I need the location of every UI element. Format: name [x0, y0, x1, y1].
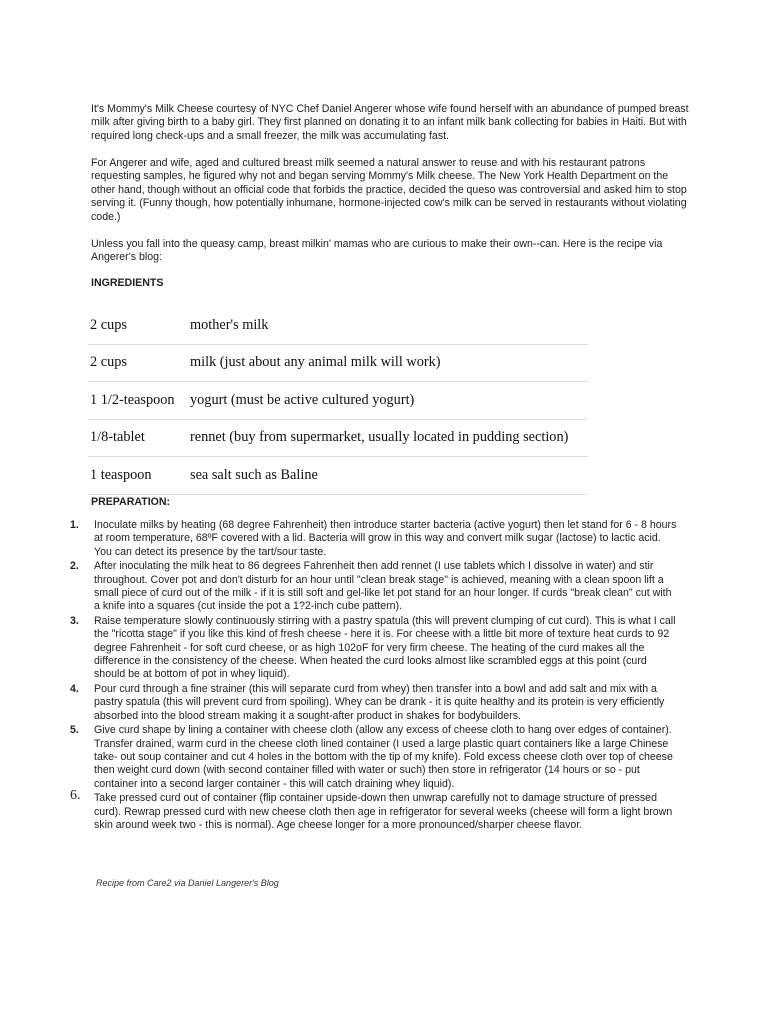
recipe-credit: Recipe from Care2 via Daniel Langerer's Blog	[96, 878, 279, 888]
ingredient-qty: 1 teaspoon	[88, 457, 188, 495]
table-row	[88, 307, 588, 344]
step-text: Give curd shape by lining a container with cheese cloth (allow any excess of cheese cloth to hang over edges of container). Transfer drained, warm curd in the cheese cloth lined container (I used a large plastic quart containers like a large Chinese take- out soup container and cut 4 holes in the bottom with the tip of my knife). Fold excess cheese cloth over top of cheese then weight curd down (with second container filled with water or such) then store in refrigerator (14 hours or so - put container into a second larger container - this will catch draining whey liquid).	[94, 724, 673, 790]
ingredient-qty: 1 1/2-teaspoon	[88, 382, 188, 420]
intro-paragraph-2: For Angerer and wife, aged and cultured breast milk seemed a natural answer to reuse and with his restaurant patrons requesting samples, he figured why not and began serving Mommy's Milk cheese. The New York Health Department on the other hand, though without an official code that forbids the practice, decided the queso was controversial and asked him to stop serving it. (Funny though, how potentially inhumane, hormone-injected cow's milk can be served in restaurants without violating code.)	[91, 157, 687, 223]
list-item	[0, 724, 768, 791]
intro-paragraph-1: It's Mommy's Milk Cheese courtesy of NYC Chef Daniel Angerer whose wife found herself with an abundance of pumped breast milk after giving birth to a baby girl. They first planned on donating it to an infant milk bank collecting for babies in Haiti. But with required long check-ups and a small freezer, the milk was accumulating fast.	[91, 103, 689, 142]
list-item	[0, 560, 768, 614]
step-text: Raise temperature slowly continuously stirring with a pastry spatula (this will prevent clumping of cut curd). This is what I call the "ricotta stage" if you like this kind of fresh cheese - here it is. For cheese with a little bit more of texture heat curds to 92 degree Fahrenheit - for soft curd cheese, or as high 102oF for very firm cheese. The heating of the curd makes all the difference in the consistency of the cheese. When heated the curd looks almost like scrambled eggs at this point (curd should be at bottom of pot in whey liquid).	[94, 614, 676, 681]
preparation-heading: PREPARATION:	[91, 496, 171, 508]
ingredients-heading: INGREDIENTS	[91, 277, 164, 289]
step-text: After inoculating the milk heat to 86 degrees Fahrenheit then add rennet (I use tablets which I dissolve in water) and stir throughout. Cover pot and don't disturb for an hour until "clean break stage" is achieved, meaning with a clean spoon lift a small piece of curd out of the milk - if it is still soft and gel-like let pot stand for an hour longer. If curds "break clean" cut with a knife into a squares (cut inside the pot a 1?2-inch cube pattern).	[94, 560, 672, 613]
table-row	[88, 457, 588, 495]
step-number: 5.	[70, 724, 79, 737]
step-number: 3.	[70, 614, 79, 627]
ingredient-item: mother's milk	[188, 307, 588, 344]
preparation-steps-list	[0, 519, 768, 833]
step-text: Pour curd through a fine strainer (this will separate curd from whey) then transfer into a bowl and add salt and mix with a pastry spatula (this will prevent curd from spoiling). Whey can be drank - it is quite healthy and its protein is very efficiently absorbed into the blood stream making it a sought-after product in shakes for bodybuilders.	[94, 682, 665, 722]
step-number: 4.	[70, 682, 79, 695]
step-number: 2.	[70, 560, 79, 573]
step-text: Take pressed curd out of container (flip container upside-down then unwrap carefully not to damage structure of pressed curd). Rewrap pressed curd with new cheese cloth then age in refrigerator for several weeks (cheese will form a light brown skin around week two - this is normal). Age cheese longer for a more pronounced/sharper cheese flavor.	[94, 792, 673, 831]
table-row	[88, 344, 588, 382]
ingredients-table	[88, 307, 588, 495]
step-text: Inoculate milks by heating (68 degree Fahrenheit) then introduce starter bacteria (active yogurt) then let stand for 6 - 8 hours at room temperature, 68ºF covered with a lid. Bacteria will grow in this way and convert milk sugar (lactose) to lactic acid. You can detect its presence by the tart/sour taste.	[94, 519, 677, 558]
list-item	[0, 683, 768, 723]
list-item	[0, 615, 768, 682]
ingredient-item: rennet (buy from supermarket, usually located in pudding section)	[188, 419, 588, 457]
table-row	[88, 419, 588, 457]
ingredient-item: milk (just about any animal milk will work)	[188, 344, 588, 382]
list-item	[0, 788, 768, 832]
list-item	[0, 519, 768, 559]
ingredient-item: yogurt (must be active cultured yogurt)	[188, 382, 588, 420]
step-number: 6.	[70, 788, 81, 804]
ingredient-qty: 2 cups	[88, 307, 188, 344]
table-row	[88, 382, 588, 420]
ingredient-qty: 2 cups	[88, 344, 188, 382]
ingredient-qty: 1/8-tablet	[88, 419, 188, 457]
step-number: 1.	[70, 519, 79, 531]
intro-paragraph-3: Unless you fall into the queasy camp, breast milkin' mamas who are curious to make their own--can. Here is the recipe via Angerer's blog:	[91, 238, 663, 264]
ingredient-item: sea salt such as Baline	[188, 457, 588, 495]
